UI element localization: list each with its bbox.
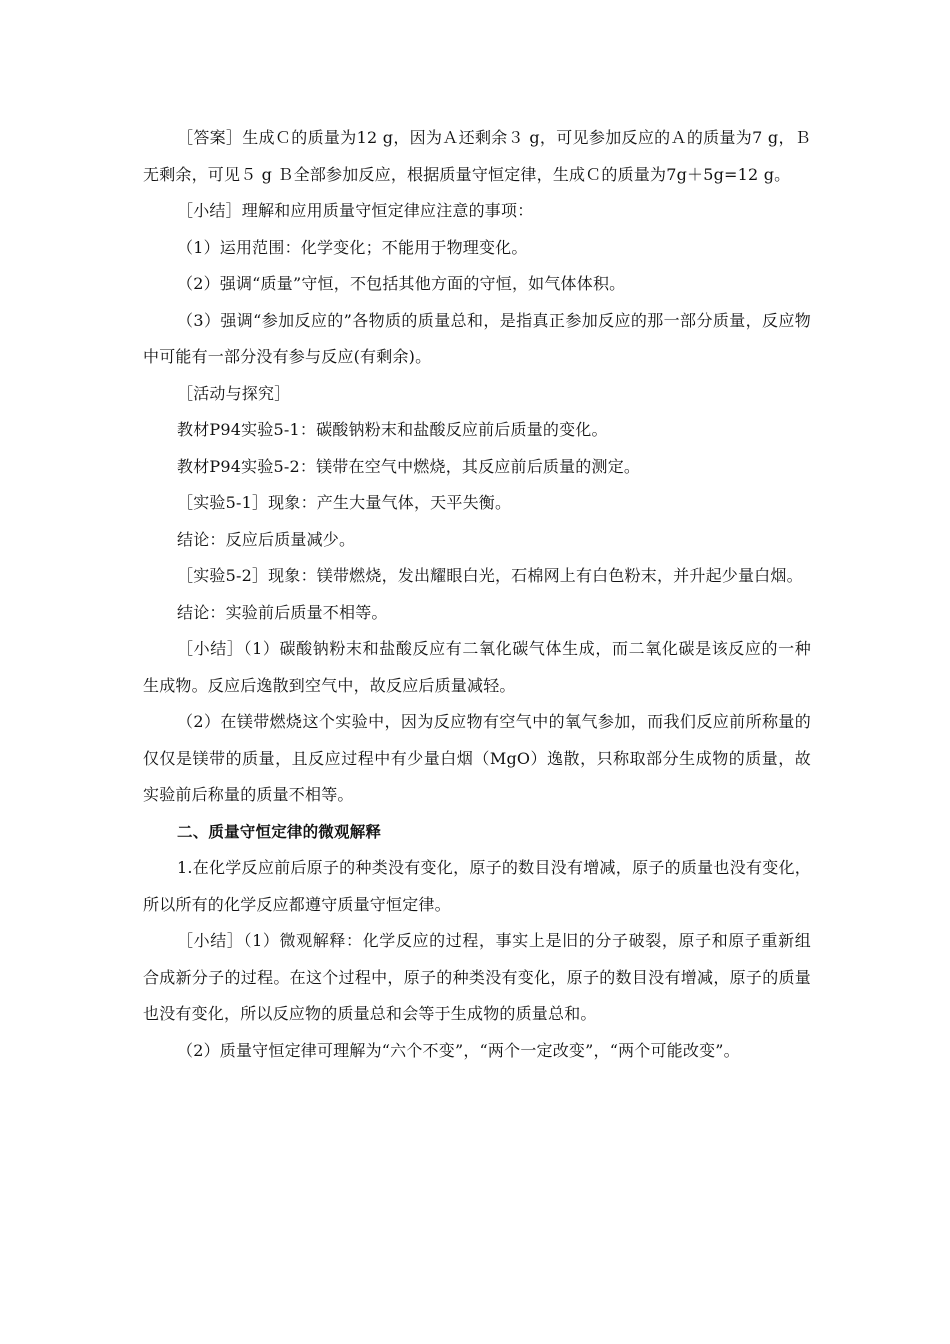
summary-point-3: （3）强调“参加反应的”各物质的质量总和，是指真正参加反应的那一部分质量，反应物中可能有一部分没有参与反应(有剩余)。 [143,310,811,366]
summary-experiment-2: （2）在镁带燃烧这个实验中，因为反应物有空气中的氧气参加，而我们反应前所称量的仅仅是镁带的质量，且反应过程中有少量白烟（MgO）逸散，只称取部分生成物的质量，故实验前后称量的质量不相等。 [143,712,811,804]
microscopic-summary-2: （2）质量守恒定律可理解为“六个不变”，“两个一定改变”，“两个可能改变”。 [177,1040,740,1060]
document-body [143,120,811,1069]
experiment-5-1-description: 教材P94实验5-1：碳酸钠粉末和盐酸反应前后质量的变化。 [177,420,608,439]
experiment-5-2-phenomenon: ［实验5-2］现象：镁带燃烧，发出耀眼白光，石棉网上有白色粉末，并升起少量白烟。 [177,566,803,585]
experiment-5-2-conclusion: 结论：实验前后质量不相等。 [177,602,388,622]
activity-heading: ［活动与探究］ [177,383,291,403]
summary-experiment-1: ［小结］（1）碳酸钠粉末和盐酸反应有二氧化碳气体生成，而二氧化碳是该反应的一种生成物。反应后逸散到空气中，故反应后质量减轻。 [143,639,811,695]
experiment-5-2-description: 教材P94实验5-2：镁带在空气中燃烧，其反应前后质量的测定。 [177,456,641,476]
summary-point-2: （2）强调“质量”守恒，不包括其他方面的守恒，如气体体积。 [177,274,626,293]
microscopic-summary-1: ［小结］（1）微观解释：化学反应的过程，事实上是旧的分子破裂，原子和原子重新组合成新分子的过程。在这个过程中，原子的种类没有变化，原子的数目没有增减，原子的质量也没有变化，所以反应物的质量总和会等于生成物的质量总和。 [143,931,811,1023]
experiment-5-1-conclusion: 结论：反应后质量减少。 [177,529,356,549]
answer-paragraph: ［答案］生成Ｃ的质量为12 g，因为Ａ还剩余３ g，可见参加反应的Ａ的质量为7 g，Ｂ无剩余，可见５ g Ｂ全部参加反应，根据质量守恒定律，生成Ｃ的质量为7g＋5g=12 g。 [143,128,811,184]
section-heading-microscopic: 二、质量守恒定律的微观解释 [177,822,382,841]
summary-point-1: （1）运用范围：化学变化；不能用于物理变化。 [177,237,528,257]
microscopic-point-1: 1.在化学反应前后原子的种类没有变化，原子的数目没有增减，原子的质量也没有变化，所以所有的化学反应都遵守质量守恒定律。 [143,858,811,914]
summary-heading-paragraph: ［小结］理解和应用质量守恒定律应注意的事项： [177,201,534,220]
experiment-5-1-phenomenon: ［实验5-1］现象：产生大量气体，天平失衡。 [177,493,512,512]
